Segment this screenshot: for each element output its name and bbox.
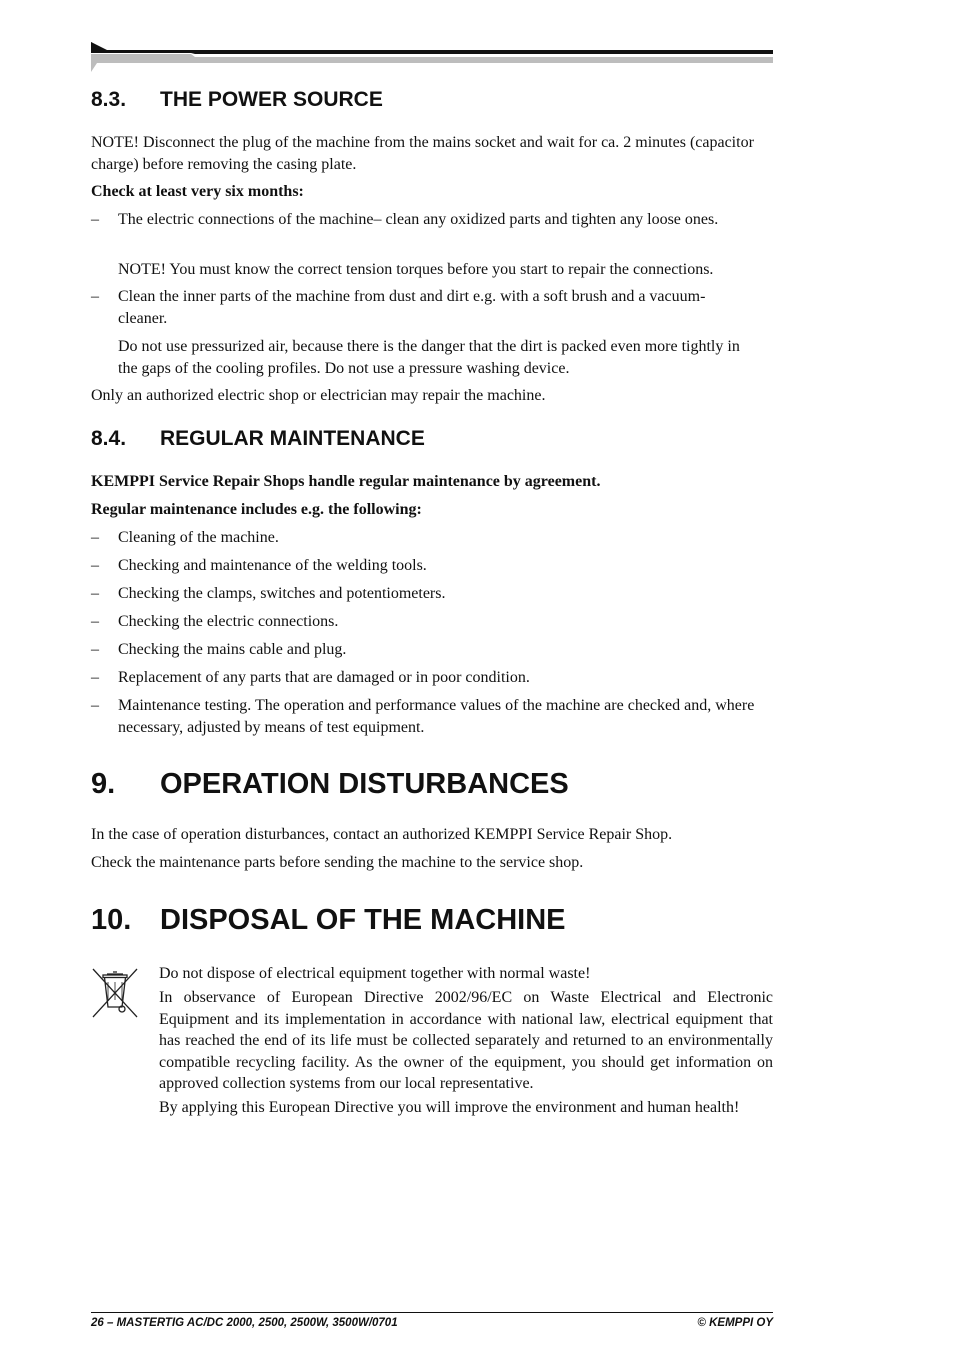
section-8-4-number: 8.4. [91, 427, 127, 450]
list-item-note: Do not use pressurized air, because there is the danger that the dirt is packed even more tightly in the gaps of the cooling profiles. Do not use a pressure washing device. [118, 338, 740, 377]
disposal-closing-paragraph: By applying this European Directive you will improve the environment and human health! [159, 1099, 740, 1116]
list-bullet: – [91, 557, 99, 574]
page-header-rule [91, 42, 773, 74]
section-8-4-title: REGULAR MAINTENANCE [160, 427, 425, 450]
list-bullet: – [91, 613, 99, 630]
list-bullet: – [91, 697, 99, 714]
list-bullet: – [91, 211, 99, 228]
section-8-3-number: 8.3. [91, 88, 127, 111]
list-item: Maintenance testing. The operation and performance values of the machine are checked and, where necessary, adjusted by means of test equipment. [118, 697, 755, 736]
list-bullet: – [91, 641, 99, 658]
list-bullet: – [91, 529, 99, 546]
maintenance-list-heading: Regular maintenance includes e.g. the following: [91, 501, 422, 518]
section-9-number: 9. [91, 768, 116, 800]
list-item: Cleaning of the machine. [118, 529, 279, 546]
section-10-heading [91, 904, 566, 936]
section-10-number: 10. [91, 904, 132, 936]
disposal-warning: Do not dispose of electrical equipment together with normal waste! [159, 965, 591, 982]
footer-copyright: © KEMPPI OY [697, 1317, 773, 1329]
power-source-closing: Only an authorized electric shop or electrician may repair the machine. [91, 387, 546, 404]
list-bullet: – [91, 585, 99, 602]
power-source-note: NOTE! Disconnect the plug of the machine from the mains socket and wait for ca. 2 minutes (capacitor charge) before removing the casing plate. [91, 134, 754, 173]
list-item: Checking and maintenance of the welding tools. [118, 557, 427, 574]
list-bullet: – [91, 669, 99, 686]
list-item: The electric connections of the machine– clean any oxidized parts and tighten any loose ones. [118, 211, 719, 228]
section-9-title: OPERATION DISTURBANCES [160, 768, 569, 800]
list-item: Checking the electric connections. [118, 613, 339, 630]
disturbances-paragraph: In the case of operation disturbances, contact an authorized KEMPPI Service Repair Shop. [91, 826, 673, 843]
list-item-note: NOTE! You must know the correct tension torques before you start to repair the connections. [118, 261, 714, 278]
footer-rule [91, 1312, 773, 1313]
list-bullet: – [91, 288, 99, 305]
section-9-heading [91, 768, 569, 800]
check-heading: Check at least very six months: [91, 183, 304, 200]
weee-crossed-bin-icon [91, 967, 139, 1019]
maintenance-intro: KEMPPI Service Repair Shops handle regular maintenance by agreement. [91, 473, 601, 490]
footer-page-info: 26 – MASTERTIG AC/DC 2000, 2500, 2500W, 3500W/0701 [91, 1317, 398, 1329]
list-item: Checking the mains cable and plug. [118, 641, 347, 658]
section-8-4-heading [91, 427, 425, 451]
section-8-3-title: THE POWER SOURCE [160, 88, 383, 111]
disposal-directive-paragraph: In observance of European Directive 2002/96/EC on Waste Electrical and Electronic Equipment and its implementation in accordance with national law, electrical equipment that has reached the end of its life must be collected separately and returned to an environmentally compatible recycling facility. As the owner of the equipment, you should get information on approved collection systems from our local representative. [159, 989, 773, 1092]
section-8-3-heading [91, 88, 383, 112]
section-10-title: DISPOSAL OF THE MACHINE [160, 904, 566, 936]
list-item: Checking the clamps, switches and potentiometers. [118, 585, 446, 602]
list-item: Replacement of any parts that are damaged or in poor condition. [118, 669, 530, 686]
disturbances-paragraph: Check the maintenance parts before sending the machine to the service shop. [91, 854, 584, 871]
list-item: Clean the inner parts of the machine from dust and dirt e.g. with a soft brush and a vacuum-cleaner. [118, 288, 706, 327]
